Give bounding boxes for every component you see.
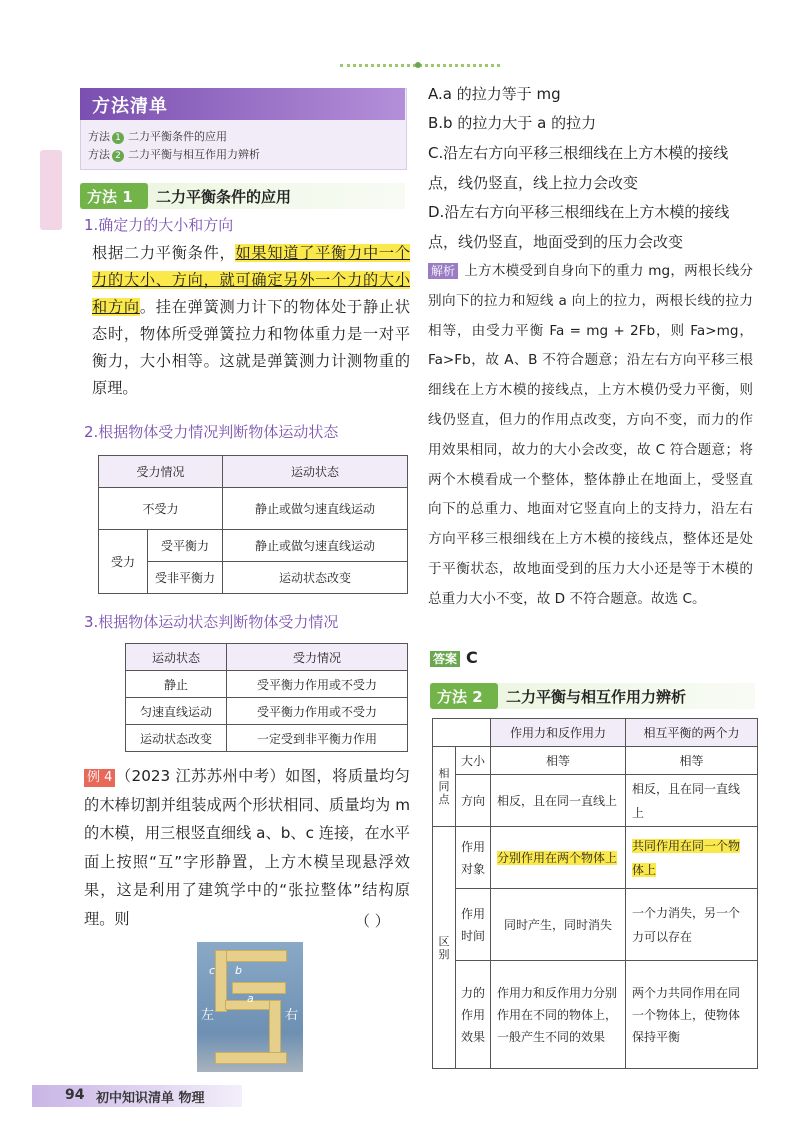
label-c: c: [209, 964, 216, 977]
method1-subheading-2: 2.根据物体受力情况判断物体运动状态: [84, 423, 339, 441]
example-tag: 例 4: [84, 769, 115, 787]
comparison-table: 作用力和反作用力 相互平衡的两个力 相同点 大小 相等 相等 方向 相反，且在同一直线上 相反，且在同一直线上 区别 作用对象 分别作用在两个物体上 共同作用在同一个物体上 作用时间 同时产生，同时消失 一个力消失，另一个力可以存在 力的作用效果 作用力和反作用力分别作用在不同的物体上，一般产生不同的效果 两个力共同作用在同一个物体上，使物体保持平衡: [432, 718, 758, 1069]
option-d: D.沿左右方向平移三根细线在上方木模的接线点，线仍竖直，地面受到的压力会改变: [428, 203, 730, 251]
state-force-table: 运动状态 受力情况 静止 受平衡力作用或不受力 匀速直线运动 受平衡力作用或不受力 运动状态改变 一定受到非平衡力作用: [125, 643, 408, 752]
force-state-table: 受力情况 运动状态 不受力 静止或做匀速直线运动 受力 受平衡力 静止或做匀速直线运动 受非平衡力 运动状态改变: [98, 455, 408, 594]
label-a: a: [247, 992, 254, 1005]
book-title: 初中知识清单 物理: [96, 1091, 205, 1106]
highlight-obj-a: 分别作用在两个物体上: [497, 850, 618, 865]
highlight-obj-b: 共同作用在同一个物体上: [632, 838, 741, 877]
analysis-block: 解析 上方木模受到自身向下的重力 mg，两根长线分别向下的拉力和短线 a 向上的拉力，两根长线的拉力相等，由受力平衡 Fa = mg + 2Fb，则 Fa>mg，Fa>Fb，故 A、B 不符合题意；沿左右方向平移三根细线在上方木模的接线点，上方木模仍受力平衡，则线仍竖直，但力的作用点改变，方向不变，而力的作用效果相同，故力的大小会改变，故 C 符合题意；将两个木模看成一个整体，整体静止在地面上，受竖直向下的总重力、地面对它竖直向上的支持力，沿左右方向平移三根细线在上方木模的接线点，整体还是处于平衡状态，故地面受到的压力大小还是等于木模的总重力大小不变，故 D 不符合题意。故选 C。: [428, 263, 753, 607]
method1-tag: 方法 1: [80, 183, 148, 209]
method1-subheading-1: 1.确定力的大小和方向: [84, 216, 234, 234]
method-list-header: [80, 88, 405, 120]
page-number: 94: [65, 1087, 85, 1103]
wooden-model-photo: [197, 942, 303, 1072]
answer-value: C: [466, 648, 478, 667]
option-a: A.a 的拉力等于 mg: [428, 85, 561, 103]
top-dot: [415, 62, 421, 68]
label-b: b: [235, 964, 242, 977]
method1-title: 二力平衡条件的应用: [156, 188, 292, 206]
answer-tag: 答案: [430, 651, 460, 667]
highlighted-text: 如果知道了平衡力中一个力的大小、方向，就可确定另外一个力的大小和方向: [92, 244, 410, 316]
example-question: 例 4 （2023 江苏苏州中考）如图，将质量均匀的木棒切割并组装成两个形状相同、质量均为 m 的木模，用三根竖直细线 a、b、c 连接，在水平面上按照“互”字形静置，上方木模呈现悬浮效果，这是利用了建筑学中的“张拉整体”结构原理。则: [84, 767, 410, 928]
analysis-tag: 解析: [428, 263, 458, 279]
method-list-title: 方法清单: [92, 96, 168, 117]
method-list-item-1: 方法 1 二力平衡条件的应用: [88, 130, 227, 143]
option-b: B.b 的拉力大于 a 的拉力: [428, 114, 597, 132]
answer-bracket: （ ）: [355, 912, 390, 930]
label-left: 左: [201, 1008, 215, 1023]
method2-tag: 方法 2: [430, 683, 498, 709]
method2-title: 二力平衡与相互作用力辨析: [506, 688, 687, 706]
side-tab-strip: [40, 150, 62, 230]
option-c: C.沿左右方向平移三根细线在上方木模的接线点，线仍竖直，线上拉力会改变: [428, 144, 729, 192]
answer-line: [430, 648, 478, 667]
label-right: 右: [285, 1008, 299, 1023]
method1-subheading-3: 3.根据物体运动状态判断物体受力情况: [84, 613, 339, 631]
method-list-item-2: 方法 2 二力平衡与相互作用力辨析: [88, 148, 260, 161]
method1-paragraph: 根据二力平衡条件，如果知道了平衡力中一个力的大小、方向，就可确定另外一个力的大小和方向。挂在弹簧测力计下的物体处于静止状态时，物体所受弹簧拉力和物体重力是一对平衡力，大小相等。这就是弹簧测力计测物重的原理。: [92, 244, 410, 397]
